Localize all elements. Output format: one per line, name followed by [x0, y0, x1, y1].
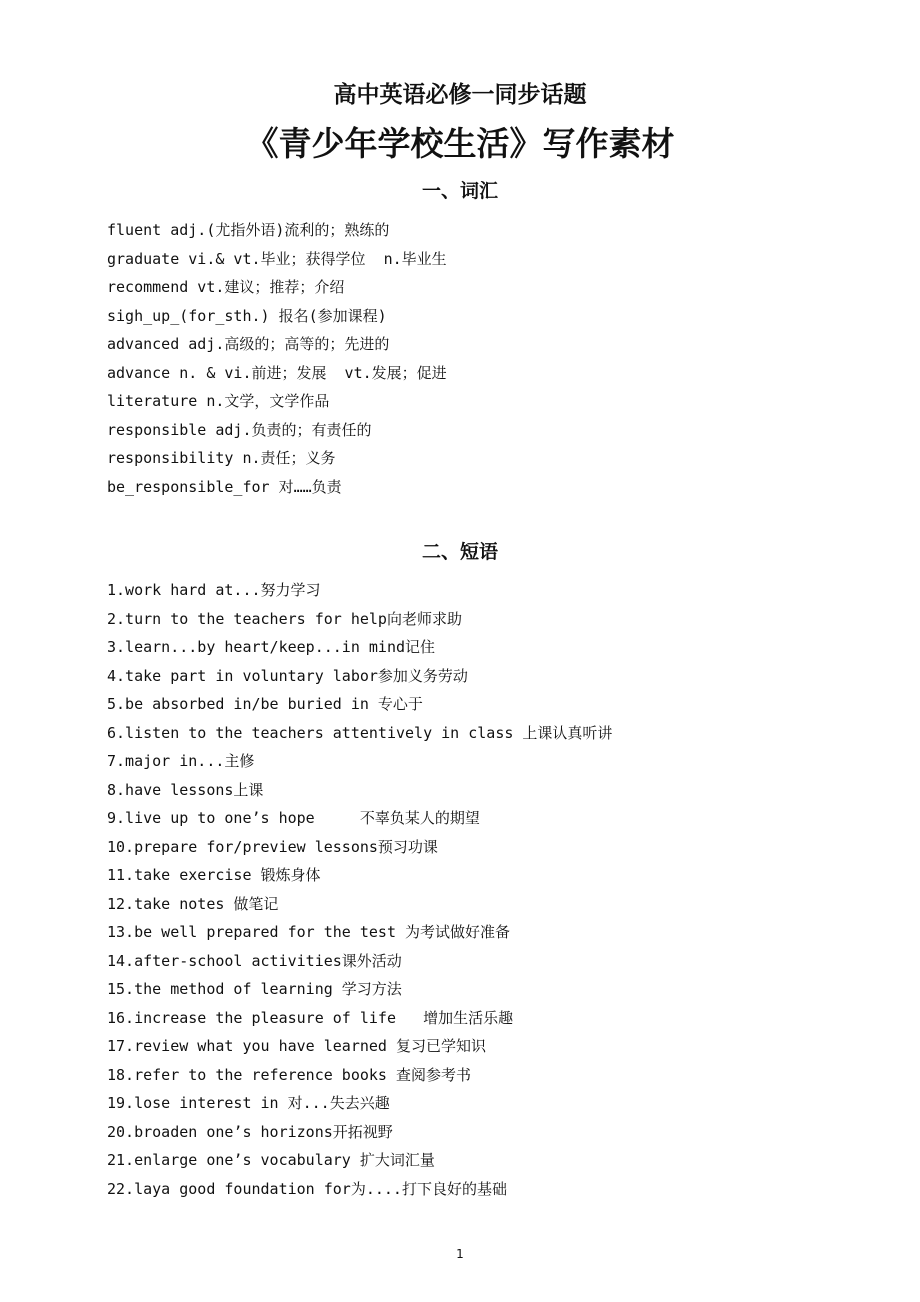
phrase-item: 17.review what you have learned 复习已学知识	[107, 1037, 486, 1055]
phrase-item: 10.prepare for/preview lessons预习功课	[107, 837, 438, 856]
document-subtitle: 高中英语必修一同步话题	[333, 82, 587, 108]
phrase-item: 16.increase the pleasure of life 增加生活乐趣	[107, 1008, 514, 1027]
phrase-item: 1.work hard at...努力学习	[107, 581, 321, 599]
phrase-item: 19.lose interest in 对...失去兴趣	[107, 1094, 390, 1112]
phrase-item: 2.turn to the teachers for help向老师求助	[107, 609, 462, 628]
phrase-item: 18.refer to the reference books 查阅参考书	[107, 1065, 471, 1084]
vocabulary-item: literature n.文学，文学作品	[107, 392, 330, 410]
section-heading-phrases: 二、短语	[421, 541, 498, 563]
vocabulary-item: recommend vt.建议；推荐；介绍	[107, 278, 345, 296]
phrase-item: 22.laya good foundation for为....打下良好的基础	[107, 1179, 507, 1198]
phrase-list	[107, 576, 612, 1203]
phrase-item: 3.learn...by heart/keep...in mind记住	[107, 638, 436, 656]
section-heading-vocabulary: 一、词汇	[421, 180, 498, 202]
vocabulary-item: sigh_up_(for_sth.) 报名(参加课程)	[107, 306, 387, 325]
phrase-item: 21.enlarge one’s vocabulary 扩大词汇量	[107, 1151, 435, 1169]
phrase-item: 4.take part in voluntary labor参加义务劳动	[107, 666, 468, 685]
phrase-item: 7.major in...主修	[107, 752, 255, 770]
vocabulary-item: graduate vi.& vt.毕业；获得学位 n.毕业生	[107, 249, 447, 268]
vocabulary-item: fluent adj.(尤指外语)流利的；熟练的	[107, 221, 390, 239]
phrase-item: 12.take notes 做笔记	[107, 894, 279, 913]
phrase-item: 5.be absorbed in/be buried in 专心于	[107, 695, 423, 713]
phrase-item: 20.broaden one’s horizons开拓视野	[107, 1122, 393, 1141]
vocabulary-item: be_responsible_for 对……负责	[107, 477, 342, 496]
vocabulary-list	[107, 216, 447, 501]
phrase-item: 9.live up to one’s hope 不辜负某人的期望	[107, 809, 480, 827]
vocabulary-item: responsibility n.责任；义务	[107, 449, 336, 467]
phrase-item: 15.the method of learning 学习方法	[107, 980, 402, 998]
document-title: 《青少年学校生活》写作素材	[245, 124, 675, 163]
phrase-item: 11.take exercise 锻炼身体	[107, 866, 321, 884]
phrase-item: 6.listen to the teachers attentively in class 上课认真听讲	[107, 723, 613, 742]
phrase-item: 13.be well prepared for the test 为考试做好准备	[107, 923, 511, 941]
vocabulary-item: advance n. & vi.前进；发展 vt.发展；促进	[107, 363, 447, 382]
phrase-item: 14.after-school activities课外活动	[107, 951, 402, 970]
vocabulary-item: responsible adj.负责的；有责任的	[107, 420, 372, 439]
vocabulary-item: advanced adj.高级的；高等的；先进的	[107, 335, 390, 353]
page-number: 1	[456, 1247, 464, 1261]
phrase-item: 8.have lessons上课	[107, 780, 264, 799]
